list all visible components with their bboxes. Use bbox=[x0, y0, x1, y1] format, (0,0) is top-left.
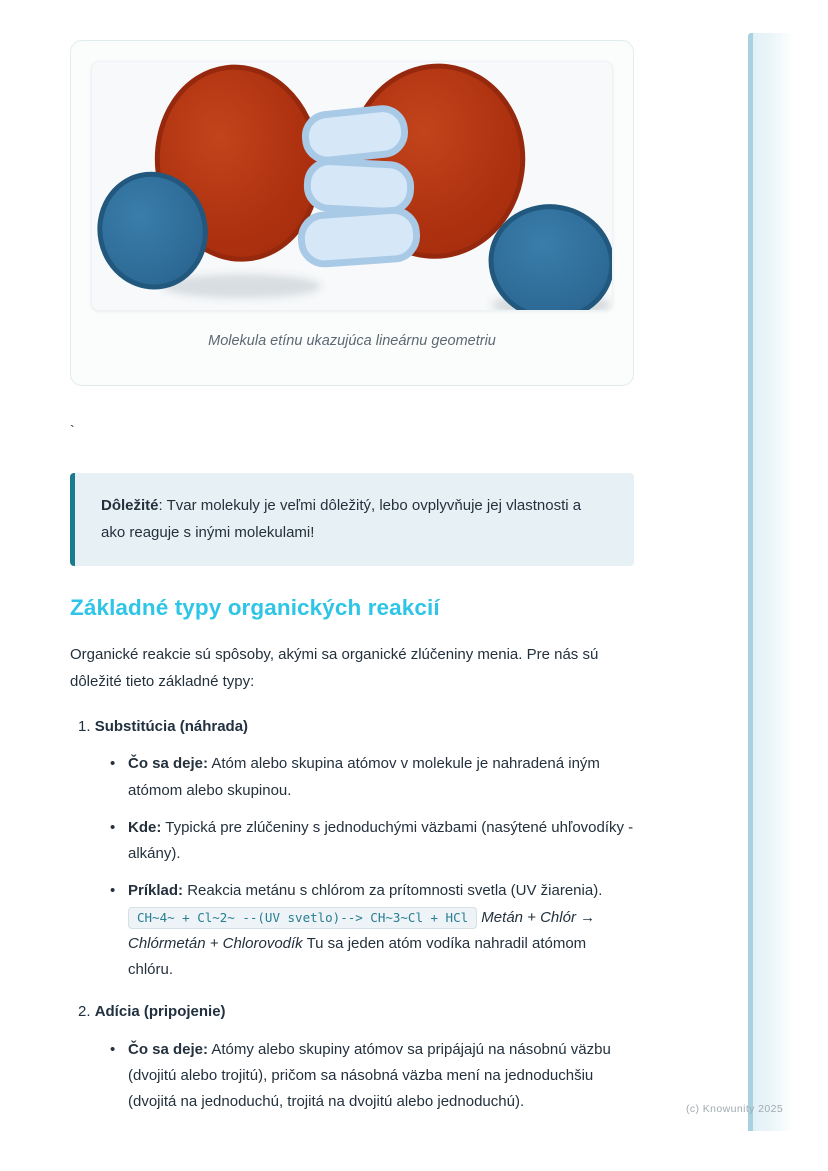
list-item-number: 1. bbox=[78, 717, 91, 735]
callout-label: Dôležité bbox=[101, 497, 159, 514]
figure-caption: Molekula etínu ukazujúca lineárnu geometriu bbox=[208, 333, 496, 349]
figure-image-panel bbox=[91, 61, 613, 311]
list-item-label: Adícia (pripojenie) bbox=[94, 1003, 226, 1021]
copyright-footer: (c) Knowunity 2025 bbox=[686, 1103, 784, 1115]
list-item-label: Substitúcia (náhrada) bbox=[94, 717, 249, 735]
bullet-priklad bbox=[110, 878, 634, 983]
list-item-substitucia bbox=[70, 716, 634, 984]
bullet-label: Príklad: bbox=[128, 882, 184, 900]
bullet-list bbox=[70, 751, 634, 983]
reaction-equation-code: CH~4~ + Cl~2~ --(UV svetlo)--> CH~3~Cl + HCl bbox=[128, 907, 477, 929]
bullet-tail-text: Tu sa jeden atóm vodíka nahradil atómom chlóru. bbox=[128, 934, 587, 978]
bullet-italic-text: Metán + Chlór → Chlórmetán + Chlorovodík bbox=[128, 908, 596, 952]
bullet-text: Reakcia metánu s chlórom za prítomnosti svetla (UV žiarenia). bbox=[183, 882, 603, 900]
triple-bond-lobes bbox=[300, 107, 418, 266]
document-content bbox=[70, 40, 634, 1127]
ethyne-molecule-illustration bbox=[92, 62, 612, 310]
bullet-label: Čo sa deje: bbox=[128, 1040, 209, 1058]
callout-text: : Tvar molekuly je veľmi dôležitý, lebo ovplyvňuje jej vlastnosti a ako reaguje s inými molekulami! bbox=[101, 497, 582, 541]
list-item-number: 2. bbox=[78, 1003, 91, 1021]
bullet-label: Kde: bbox=[128, 818, 162, 836]
page-edge-bar bbox=[748, 33, 793, 1131]
bullet-label: Čo sa deje: bbox=[128, 755, 209, 773]
stray-backtick: ` bbox=[70, 422, 75, 438]
bullet-kde bbox=[110, 815, 634, 868]
bullet-co-sa-deje bbox=[110, 751, 634, 804]
list-item-title bbox=[70, 716, 634, 739]
important-callout bbox=[70, 473, 634, 566]
list-item-adicia bbox=[70, 1001, 634, 1115]
bullet-text: Atómy alebo skupiny atómov sa pripájajú na násobnú väzbu (dvojitú alebo trojitú), pričom sa násobná väzba mení na jednoduchšiu (dvojitá na jednoduchú, trojitá na dvojitú alebo jednoduchú). bbox=[128, 1040, 611, 1111]
section-intro: Organické reakcie sú spôsoby, akými sa organické zlúčeniny menia. Pre nás sú dôležité tieto základné typy: bbox=[70, 646, 599, 691]
reaction-types-list bbox=[70, 716, 634, 1116]
section-heading: Základné typy organických reakcií bbox=[70, 595, 440, 621]
bullet-text: Atóm alebo skupina atómov v molekule je nahradená iným atómom alebo skupinou. bbox=[128, 755, 600, 799]
list-item-title bbox=[70, 1001, 634, 1024]
bullet-list bbox=[70, 1037, 634, 1116]
bullet-co-sa-deje bbox=[110, 1037, 634, 1116]
figure-card bbox=[70, 40, 634, 386]
bullet-text: Typická pre zlúčeniny s jednoduchými väzbami (nasýtené uhľovodíky - alkány). bbox=[128, 818, 634, 862]
